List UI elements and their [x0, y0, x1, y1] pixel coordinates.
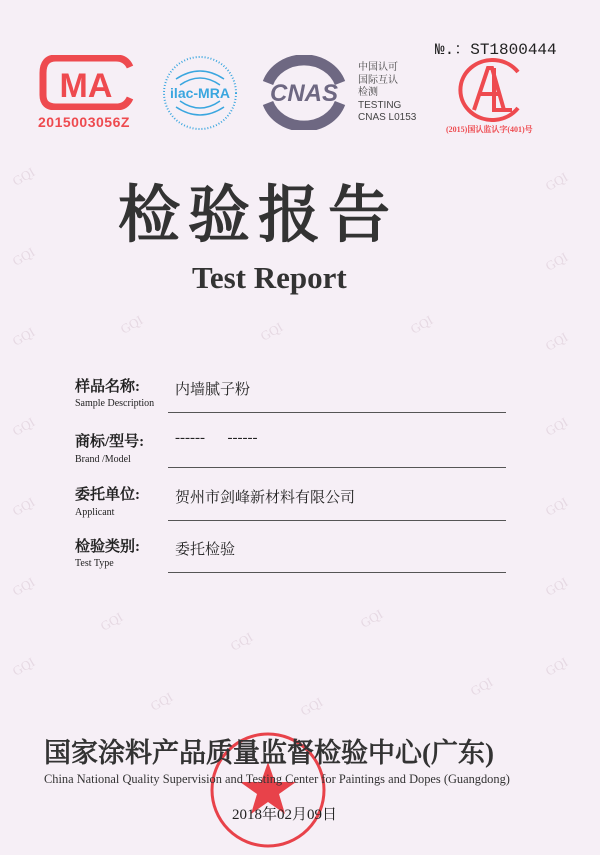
field-value: ------ ------ [175, 430, 258, 446]
watermark-text: GQI [467, 674, 496, 699]
org-name-en: China National Quality Supervision and Testing Center for Paintings and Dopes (Guangdong) [44, 772, 510, 786]
cma-logo-icon [38, 55, 136, 110]
field-label-en: Test Type [75, 558, 114, 569]
watermark-text: GQI [9, 494, 38, 519]
cal-number: (2015)国认监认字(401)号 [446, 125, 533, 134]
cnas-logo [258, 55, 350, 130]
watermark-text: GQI [9, 244, 38, 269]
watermark-text: GQI [542, 249, 571, 274]
cnas-line: 检测 [358, 87, 378, 98]
cnas-line: TESTING [358, 99, 402, 111]
svg-text:CNAS: CNAS [269, 80, 339, 107]
ilac-mra-logo [162, 55, 238, 131]
watermark-text: GQI [542, 574, 571, 599]
watermark-text: GQI [542, 654, 571, 679]
watermark-text: GQI [97, 609, 126, 634]
watermark-text: GQI [257, 319, 286, 344]
field-label-en: Brand /Model [75, 454, 131, 465]
report-number [435, 36, 557, 59]
watermark-text: GQI [357, 606, 386, 631]
cal-logo [452, 58, 527, 122]
svg-text:MA: MA [59, 67, 113, 105]
watermark-text: GQI [542, 329, 571, 354]
field-label-en: Sample Description [75, 398, 155, 409]
watermark-text: GQI [9, 414, 38, 439]
watermark-text: GQI [407, 312, 436, 337]
field-underline [168, 467, 506, 468]
watermark-text: GQI [542, 494, 571, 519]
title-en: Test Report [192, 260, 347, 295]
report-number-value: ST1800444 [470, 41, 557, 59]
report-number-label: №.： [435, 41, 471, 59]
cnas-line: 国际互认 [358, 74, 398, 86]
field-label-en: Applicant [75, 507, 115, 518]
cnas-icon [258, 55, 350, 130]
watermark-text: GQI [9, 654, 38, 679]
svg-text:ilac-MRA: ilac-MRA [170, 85, 230, 101]
watermark-text: GQI [227, 629, 256, 654]
field-label-cn: 样品名称: [75, 379, 140, 395]
field-label-cn: 商标/型号: [75, 434, 145, 450]
cal-icon [452, 58, 527, 122]
cnas-line: CNAS L0153 [358, 112, 417, 123]
cma-logo [38, 55, 136, 110]
field-underline [168, 572, 506, 573]
watermark-text: GQI [542, 414, 571, 439]
cnas-text [358, 62, 416, 125]
field-underline [168, 412, 506, 413]
field-label-cn: 委托单位: [75, 487, 140, 503]
field-value: 委托检验 [175, 542, 236, 558]
ilac-mra-icon [162, 55, 238, 131]
field-value: 内墙腻子粉 [175, 382, 251, 398]
watermark-text: GQI [297, 694, 326, 719]
field-value: 贺州市剑峰新材料有限公司 [175, 490, 356, 506]
field-label-cn: 检验类别: [75, 539, 140, 555]
org-name-cn: 国家涂料产品质量监督检验中心(广东) [44, 738, 494, 768]
report-date: 2018年02月09日 [232, 807, 338, 823]
watermark-text: GQI [542, 169, 571, 194]
watermark-text: GQI [147, 689, 176, 714]
cnas-line: 中国认可 [358, 62, 398, 73]
field-underline [168, 520, 506, 521]
watermark-text: GQI [9, 164, 38, 189]
watermark-text: GQI [9, 574, 38, 599]
title-cn: 检验报告 [118, 182, 399, 250]
cma-number: 2015003056Z [38, 114, 130, 130]
watermark-text: GQI [9, 324, 38, 349]
watermark-text: GQI [117, 312, 146, 337]
